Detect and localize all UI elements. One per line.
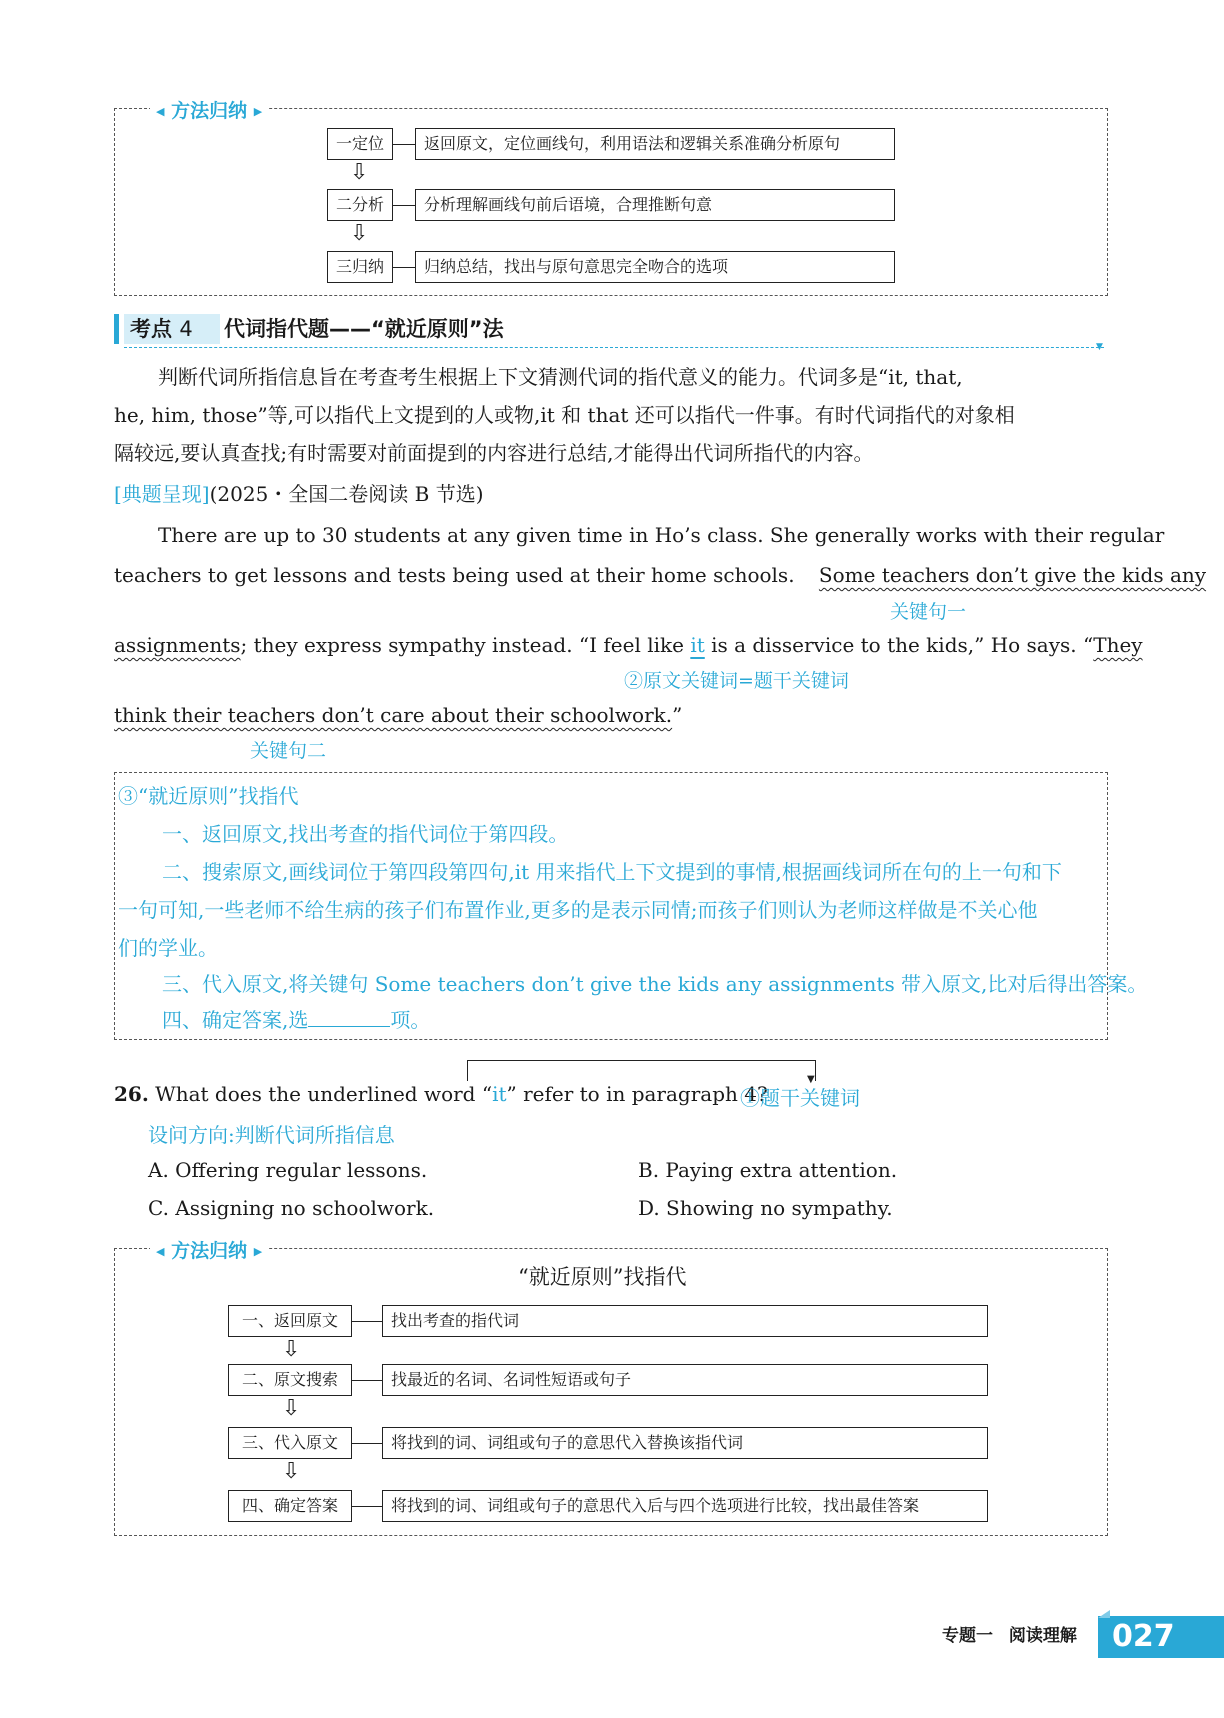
- triangle-icon: ▼: [1096, 342, 1103, 352]
- passage-line-1: [158, 516, 1165, 554]
- method2-desc-3: 将找到的词、词组或句子的意思代入替换该指代词: [382, 1427, 988, 1459]
- question-text-a: What does the underlined word “: [155, 1082, 493, 1106]
- section-title: 代词指代题——“就近原则”法: [224, 317, 504, 341]
- example-source: (2025・全国二卷阅读 B 节选): [209, 482, 484, 506]
- method-tag-1: ◀ 方法归纳 ▶: [150, 96, 268, 123]
- method2-title: “就近原则”找指代: [518, 1265, 687, 1289]
- analysis-step-4-text: 四、确定答案,选: [162, 1008, 309, 1032]
- method2-desc-1: 找出考查的指代词: [382, 1305, 988, 1337]
- connector: [393, 144, 415, 145]
- analysis-step-4: [162, 1004, 430, 1033]
- method1-step-3: 三归纳: [327, 251, 393, 283]
- question-number: 26.: [114, 1082, 149, 1106]
- down-arrow-icon: ⇩: [282, 1459, 301, 1484]
- question-direction: 设问方向:判断代词所指信息: [148, 1123, 395, 1147]
- analysis-step-2b: 一句可知,一些老师不给生病的孩子们布置作业,更多的是表示同情;而孩子们则认为老师这样做是不关心他: [118, 898, 1038, 922]
- passage-text-3b: is a disservice to the kids,” Ho says. “: [711, 633, 1094, 657]
- intro-text-2: he, him, those”等,可以指代上文提到的人或物,it 和 that 还可以指代一件事。有时代词指代的对象相: [114, 403, 1015, 427]
- key-sentence-1-part-2: assignments: [114, 633, 241, 657]
- passage-text-4-end: ”: [672, 703, 683, 727]
- method2-desc-2: 找最近的名词、名词性短语或句子: [382, 1364, 988, 1396]
- section-bar: [114, 314, 119, 344]
- option-a[interactable]: A. Offering regular lessons.: [148, 1158, 428, 1182]
- method2-step-1: 一、返回原文: [228, 1305, 352, 1337]
- option-d[interactable]: D. Showing no sympathy.: [638, 1196, 893, 1220]
- connector: [393, 205, 415, 206]
- method1-desc-3: 归纳总结，找出与原句意思完全吻合的选项: [415, 251, 895, 283]
- section-heading: [114, 312, 1106, 352]
- intro-text-1: 判断代词所指信息旨在考查考生根据上下文猜测代词的指代意义的能力。代词多是“it, that,: [158, 365, 963, 389]
- example-heading: [114, 476, 484, 512]
- down-arrow-icon: ⇩: [282, 1396, 301, 1421]
- passage-line-4: [114, 696, 1106, 734]
- intro-line-3: [114, 434, 1106, 472]
- method2-step-3: 三、代入原文: [228, 1427, 352, 1459]
- analysis-step-4-end: 项。: [390, 1008, 431, 1032]
- footer-topic-text: 专题一: [942, 1626, 993, 1646]
- method2-step-2: 二、原文搜索: [228, 1364, 352, 1396]
- section-underline: [124, 347, 1104, 348]
- footer-section-text: 阅读理解: [1008, 1626, 1077, 1646]
- intro-text-3: 隔较远,要认真查找;有时需要对前面提到的内容进行总结,才能得出代词所指代的内容。: [114, 441, 874, 465]
- question-word-it: it: [492, 1082, 507, 1106]
- method-tag-2-label: 方法归纳: [171, 1240, 248, 1262]
- analysis-step-3: 三、代入原文,将关键句 Some teachers don’t give the kids any assignments 带入原文,比对后得出答案。: [162, 972, 1148, 996]
- key-sentence-2-part-2: think their teachers don’t care about their schoolwork.: [114, 703, 673, 727]
- page-number: 027: [1112, 1619, 1175, 1654]
- intro-line-1: [158, 358, 1106, 396]
- footer-topic: [942, 1622, 1077, 1650]
- connector: [352, 1321, 382, 1322]
- passage-text-3a: ; they express sympathy instead. “I feel like: [240, 633, 684, 657]
- section-label: [130, 314, 193, 344]
- underlined-word-it: it: [690, 633, 705, 657]
- passage-text-2: teachers to get lessons and tests being used at their home schools.: [114, 563, 795, 587]
- example-label: [典题呈现]: [114, 482, 210, 506]
- section-label-text: 考点: [130, 317, 172, 341]
- method2-step-4: 四、确定答案: [228, 1490, 352, 1522]
- analysis-step-2c: 们的学业。: [118, 936, 218, 960]
- passage-line-2: [114, 556, 1207, 594]
- connector: [352, 1506, 382, 1507]
- down-arrow-icon: ⇩: [282, 1337, 301, 1362]
- section-number: 4: [179, 317, 193, 341]
- method1-desc-2: 分析理解画线句前后语境，合理推断句意: [415, 189, 895, 221]
- answer-blank[interactable]: [308, 1006, 390, 1027]
- key-sentence-1-part-1: Some teachers don’t give the kids any: [818, 563, 1207, 587]
- down-arrow-icon: ⇩: [350, 221, 369, 246]
- note-question-keyword: ①题干关键词: [740, 1086, 860, 1110]
- connector: [352, 1380, 382, 1381]
- analysis-step-2a: 二、搜索原文,画线词位于第四段第四句,it 用来指代上下文提到的事情,根据画线词所在句的上一句和下: [162, 860, 1062, 884]
- page-number-tab-fold: [1098, 1610, 1110, 1618]
- method1-step-1: 一定位: [327, 128, 393, 160]
- passage-text-1: There are up to 30 students at any given time in Ho’s class. She generally works with their regular: [158, 523, 1165, 547]
- question-text-b: ” refer to in paragraph 4?: [506, 1082, 768, 1106]
- intro-line-2: [114, 396, 1106, 434]
- key-sentence-2-part-1: They: [1093, 633, 1143, 657]
- option-b[interactable]: B. Paying extra attention.: [638, 1158, 898, 1182]
- analysis-title: ③“就近原则”找指代: [118, 784, 299, 808]
- note-key-sentence-2: 关键句二: [250, 740, 327, 762]
- bracket-arrow-icon: ▼: [807, 1074, 815, 1085]
- option-c[interactable]: C. Assigning no schoolwork.: [148, 1196, 435, 1220]
- note-key-sentence-1: 关键句一: [890, 601, 967, 623]
- note-keyword-match: ②原文关键词=题干关键词: [624, 670, 849, 692]
- down-arrow-icon: ⇩: [350, 160, 369, 185]
- question-26: [114, 1076, 768, 1112]
- method1-desc-1: 返回原文，定位画线句，利用语法和逻辑关系准确分析原句: [415, 128, 895, 160]
- passage-line-3: [114, 626, 1143, 664]
- method2-desc-4: 将找到的词、词组或句子的意思代入后与四个选项进行比较，找出最佳答案: [382, 1490, 988, 1522]
- method1-step-2: 二分析: [327, 189, 393, 221]
- method-tag-2: ◀ 方法归纳 ▶: [150, 1236, 268, 1263]
- connector: [393, 267, 415, 268]
- analysis-step-1: 一、返回原文,找出考查的指代词位于第四段。: [162, 822, 569, 846]
- method-tag-1-label: 方法归纳: [171, 100, 248, 122]
- connector: [352, 1443, 382, 1444]
